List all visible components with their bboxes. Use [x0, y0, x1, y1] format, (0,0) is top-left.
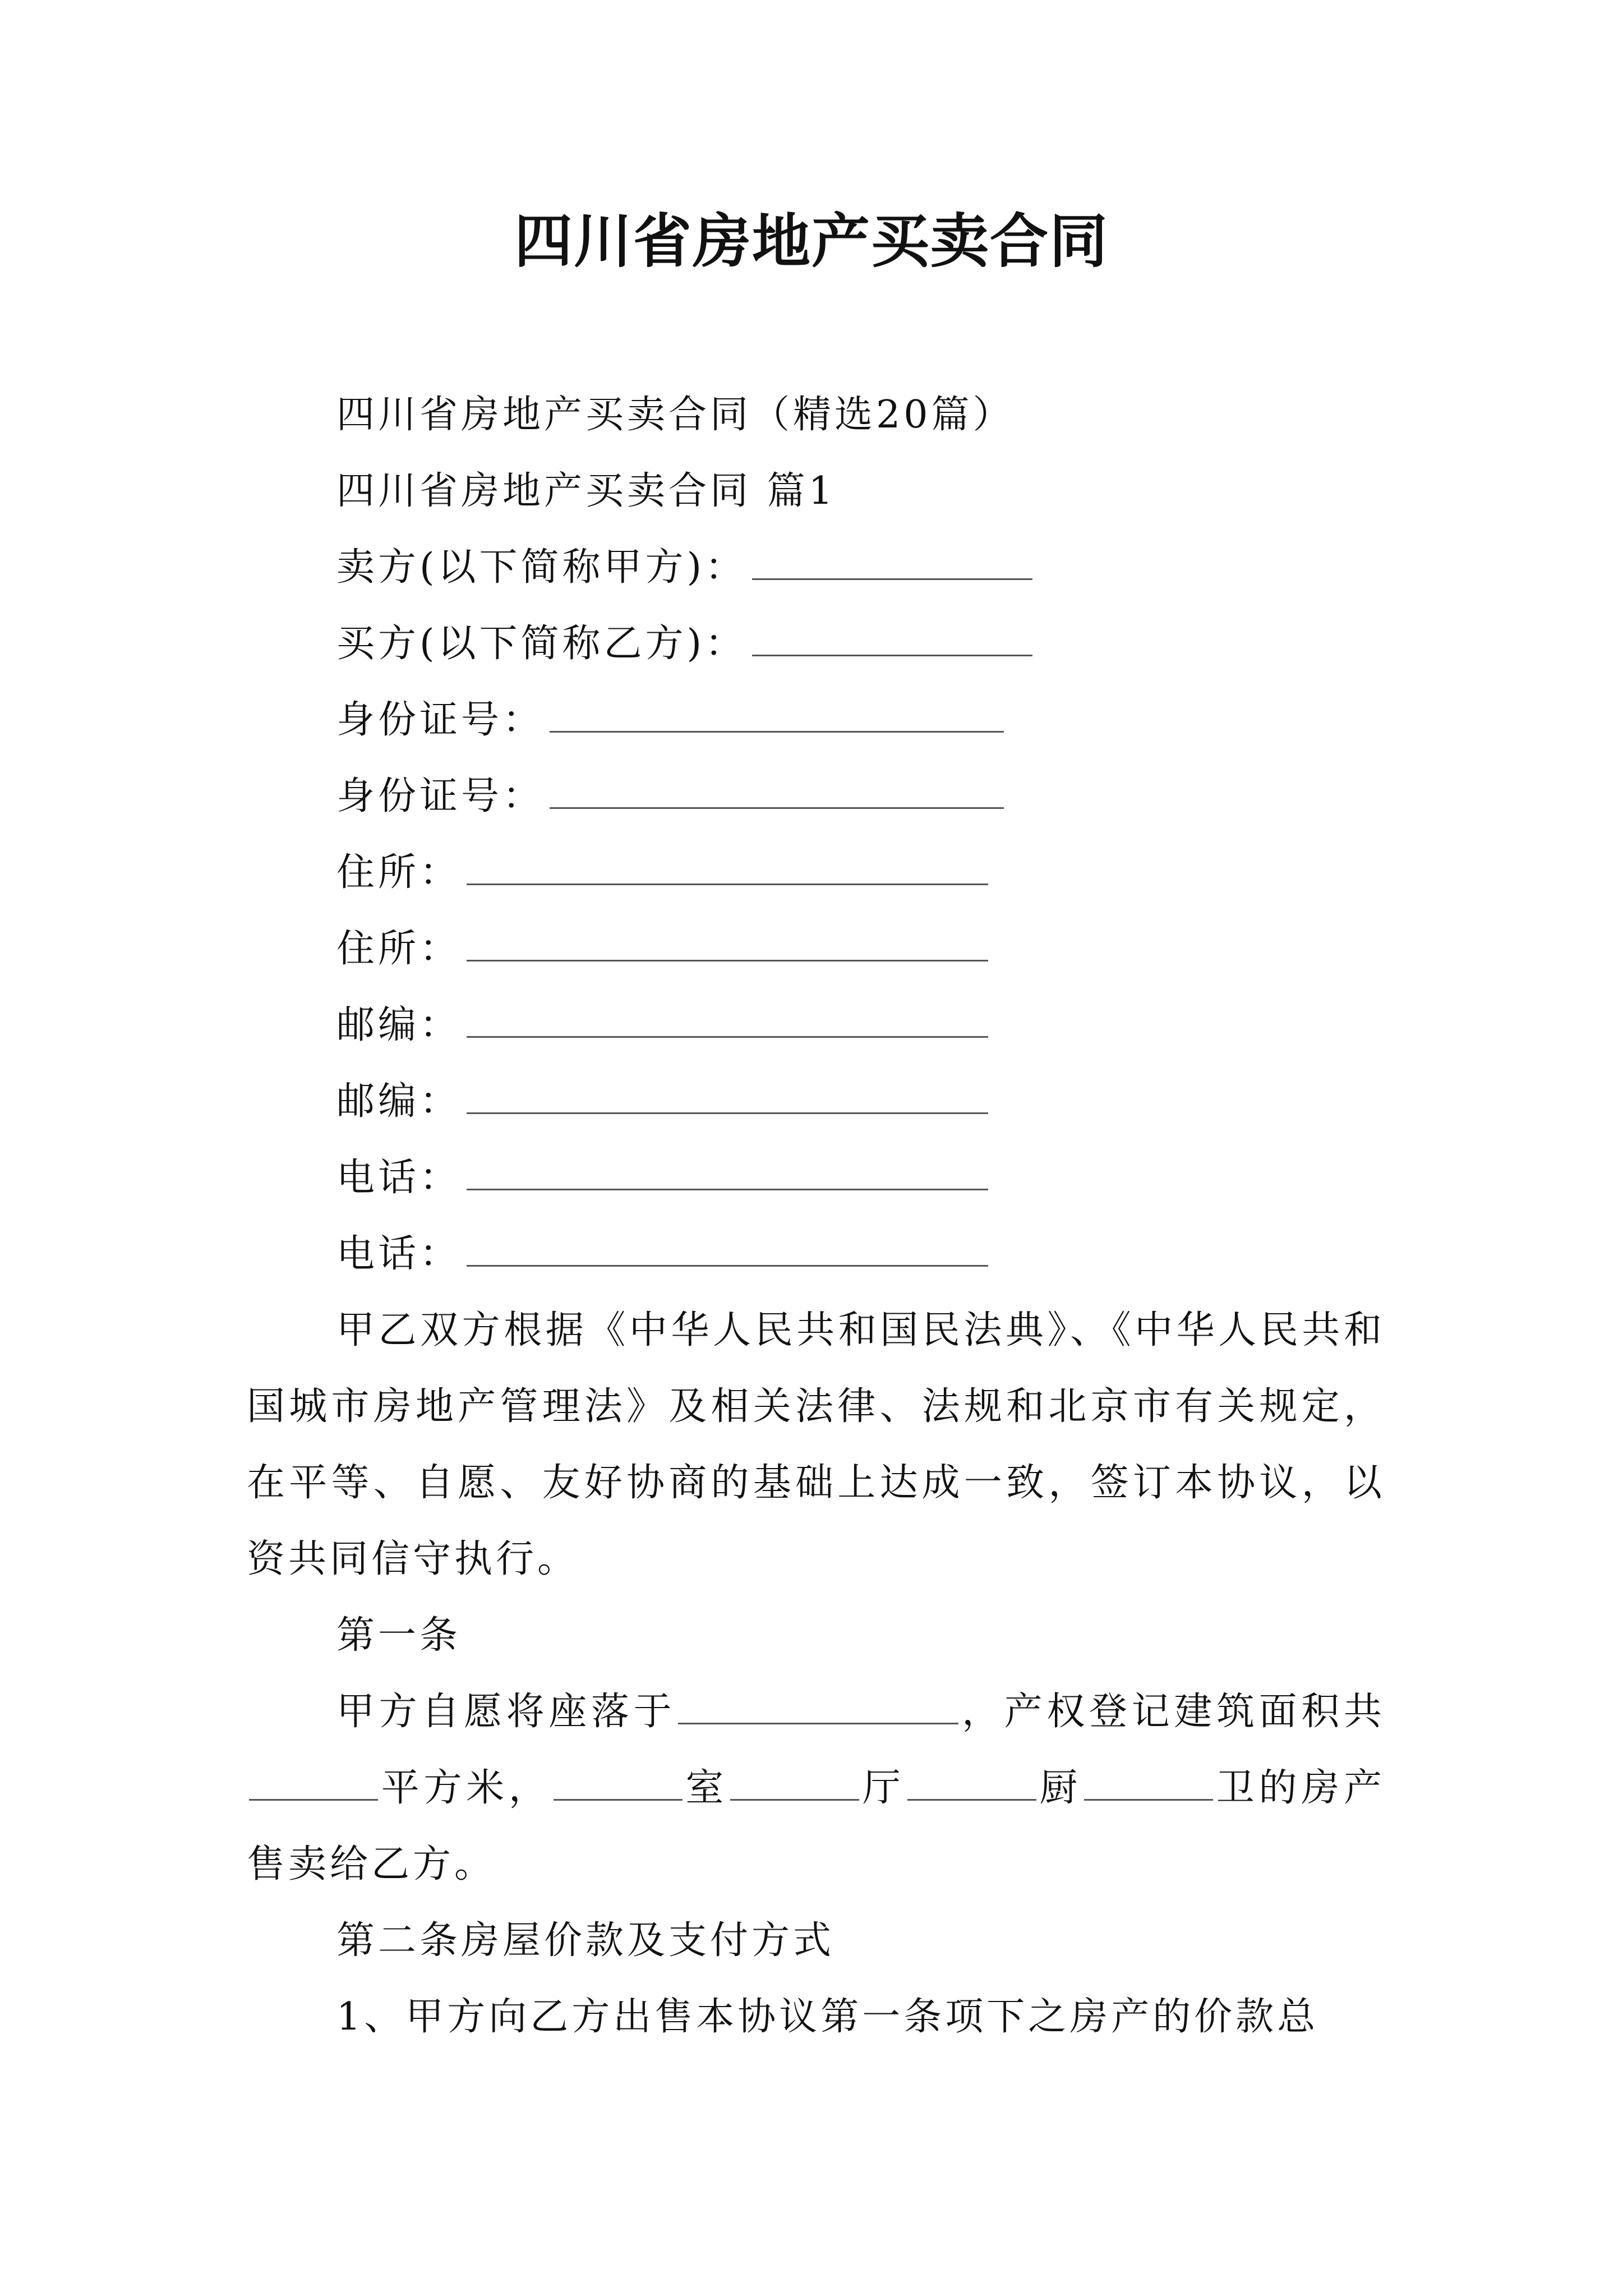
buyer-address-field [336, 921, 988, 977]
seller-id-label: 身份证号： [336, 698, 545, 742]
buyer-postcode-field [336, 1074, 988, 1130]
buyer-phone-label: 电话： [336, 1232, 462, 1276]
seller-blank [752, 546, 1032, 580]
buyer-id-field [336, 769, 1004, 825]
buyer-id-label: 身份证号： [336, 774, 545, 818]
bathrooms-blank [1084, 1769, 1213, 1801]
article-2-item-1: 1、甲方向乙方出售本协议第一条项下之房产的价款总 [336, 1995, 1319, 2039]
seller-label: 卖方(以下简称甲方)： [336, 545, 747, 590]
seller-postcode-label: 邮编： [336, 1003, 462, 1047]
seller-phone-field [336, 1150, 988, 1206]
buyer-address-blank [467, 927, 988, 961]
seller-address-blank [467, 851, 988, 885]
article-1-text-d: 室 [684, 1766, 728, 1810]
seller-postcode-field [336, 997, 988, 1053]
seller-phone-blank [467, 1156, 988, 1190]
buyer-id-blank [550, 775, 1004, 809]
article-1-paragraph [247, 1674, 1385, 1903]
buyer-phone-blank [467, 1232, 988, 1267]
seller-postcode-blank [467, 1004, 988, 1038]
rooms-blank [554, 1769, 683, 1801]
area-blank [249, 1769, 378, 1801]
article-1-text-c: 平方米， [380, 1766, 551, 1810]
halls-blank [730, 1769, 859, 1801]
kitchens-blank [907, 1769, 1036, 1801]
collection-subtitle: 四川省房地产买卖合同（精选20篇） [336, 393, 1015, 437]
article-2-heading: 第二条房屋价款及支付方式 [336, 1918, 835, 1963]
location-blank [678, 1692, 958, 1724]
buyer-label: 买方(以下简称乙方)： [336, 622, 747, 666]
seller-field [336, 540, 1032, 596]
seller-id-blank [550, 698, 1004, 733]
article-1-text-b: ，产权登记建筑面积共 [961, 1690, 1385, 1734]
buyer-postcode-label: 邮编： [336, 1079, 462, 1124]
article-1-text-g: 卫的房产售卖给乙方。 [247, 1766, 1385, 1887]
buyer-phone-field [336, 1226, 988, 1282]
seller-address-label: 住所： [336, 850, 462, 895]
article-1-text-f: 厨 [1038, 1766, 1082, 1810]
buyer-field [336, 616, 1032, 672]
buyer-address-label: 住所： [336, 927, 462, 971]
seller-phone-label: 电话： [336, 1156, 462, 1200]
buyer-postcode-blank [467, 1080, 988, 1114]
chapter-heading: 四川省房地产买卖合同 篇1 [336, 469, 836, 513]
article-1-text-a: 甲方自愿将座落于 [336, 1690, 676, 1734]
seller-address-field [336, 845, 988, 901]
preamble-paragraph: 甲乙双方根据《中华人民共和国民法典》、《中华人民共和国城市房地产管理法》及相关法律、法规和北京市有关规定，在平等、自愿、友好协商的基础上达成一致，签订本协议，以资共同信守执行。 [247, 1308, 1385, 1581]
article-1-text-e: 厅 [861, 1766, 905, 1810]
buyer-blank [752, 622, 1032, 656]
document-title: 四川省房地产买卖合同 [514, 207, 1109, 275]
article-1-heading: 第一条 [336, 1613, 462, 1658]
seller-id-field [336, 692, 1004, 748]
